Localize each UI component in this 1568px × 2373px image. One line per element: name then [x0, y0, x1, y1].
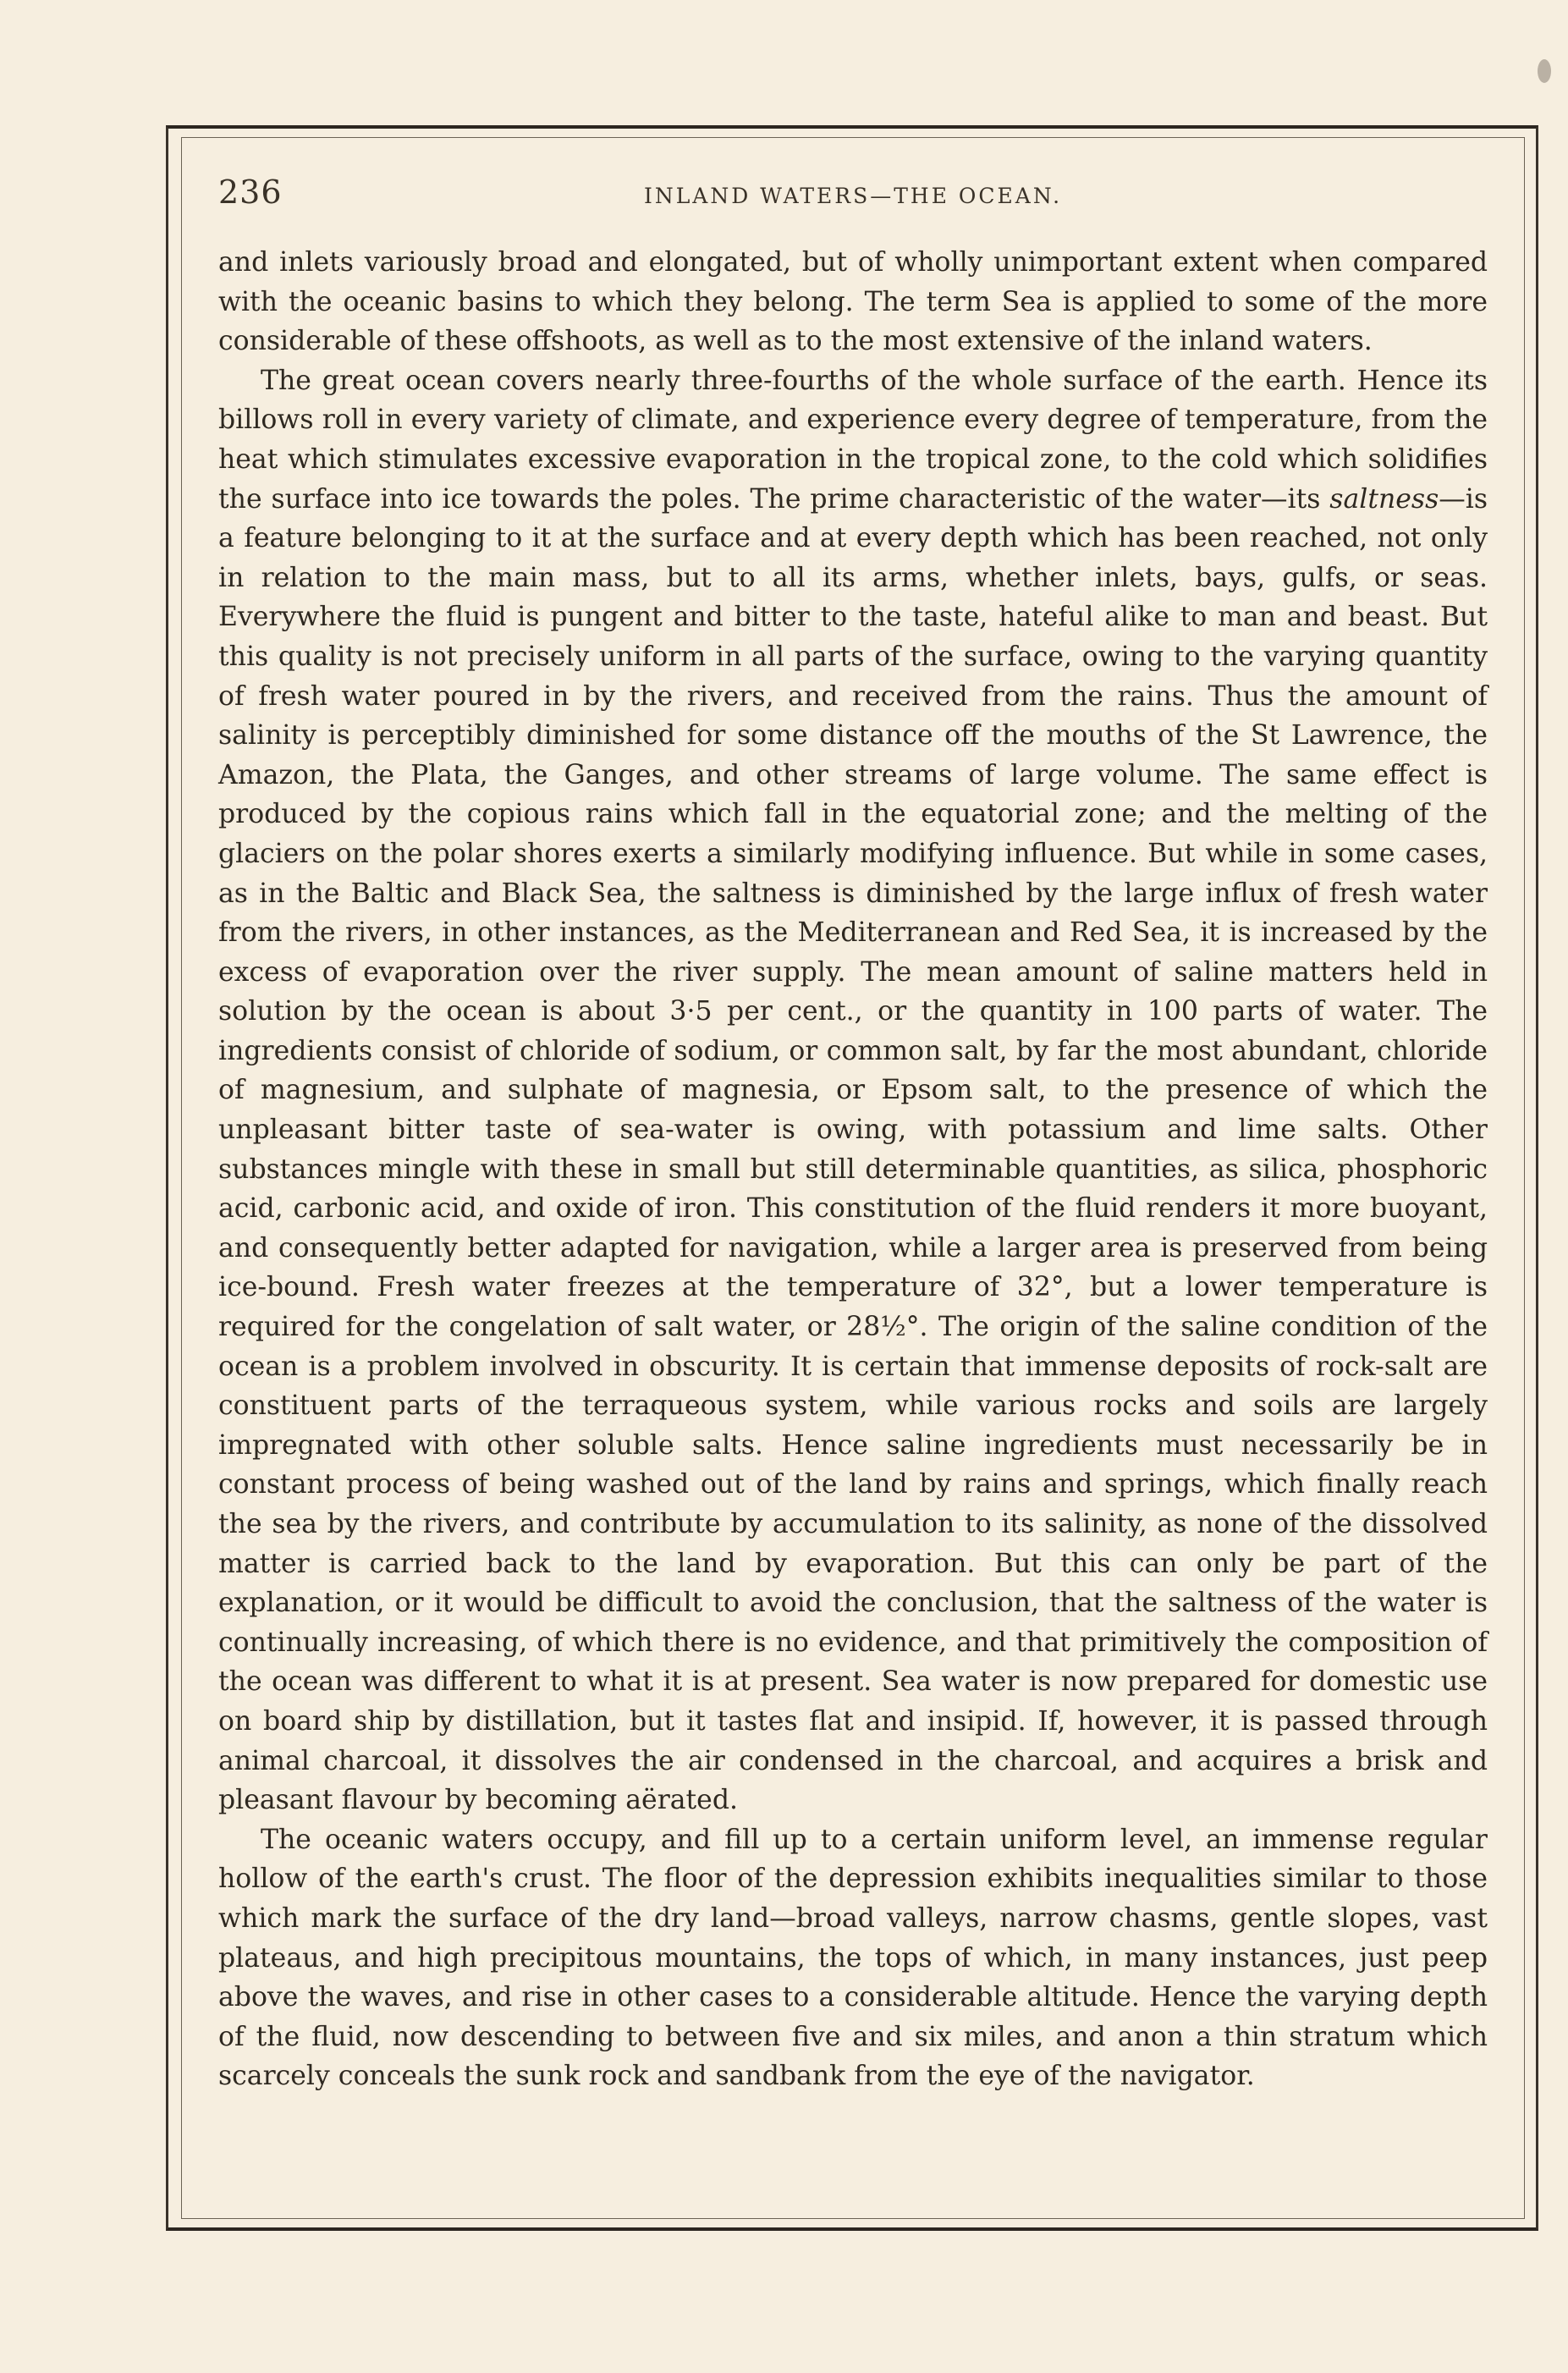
- paragraph-2: [218, 361, 1488, 1820]
- paragraph-2-text-b: —is a feature belonging to it at the surface and at every depth which has been reached, not only in relation to the main mass, but to all its arms, whether inlets, bays, gulfs, or seas. Everywhere the fluid is pungent and bitter to the taste, hateful alike to man and beast. But this quality is not precisely uniform in all parts of the surface, owing to the varying quantity of fresh water poured in by the rivers, and received from the rains. Thus the amount of salinity is perceptibly diminished for some distance off the mouths of the St Lawrence, the Amazon, the Plata, the Ganges, and other streams of large volume. The same effect is produced by the copious rains which fall in the equatorial zone; and the melting of the glaciers on the polar shores exerts a similarly modifying influence. But while in some cases, as in the Baltic and Black Sea, the saltness is diminished by the large influx of fresh water from the rivers, in other instances, as the Mediterranean and Red Sea, it is increased by the excess of evaporation over the river supply. The mean amount of saline matters held in solution by the ocean is about 3·5 per cent., or the quantity in 100 parts of water. The ingredients consist of chloride of sodium, or common salt, by far the most abundant, chloride of magnesium, and sulphate of magnesia, or Epsom salt, to the presence of which the unpleasant bitter taste of sea-water is owing, with potassium and lime salts. Other substances mingle with these in small but still determinable quantities, as silica, phosphoric acid, carbonic acid, and oxide of iron. This constitution of the fluid renders it more buoyant, and consequently better adapted for navigation, while a larger area is preserved from being ice-bound. Fresh water freezes at the temperature of 32°, but a lower temperature is required for the congelation of salt water, or 28½°. The origin of the saline condition of the ocean is a problem involved in obscurity. It is certain that immense deposits of rock-salt are constituent parts of the terraqueous system, while various rocks and soils are largely impregnated with other soluble salts. Hence saline ingredients must necessarily be in constant process of being washed out of the land by rains and springs, which finally reach the sea by the rivers, and contribute by accumulation to its salinity, as none of the dissolved matter is carried back to the land by evaporation. But this can only be part of the explanation, or it would be difficult to avoid the conclusion, that the saltness of the water is continually increasing, of which there is no evidence, and that primitively the composition of the ocean was different to what it is at present. Sea water is now prepared for domestic use on board ship by distillation, but it tastes flat and insipid. If, however, it is passed through animal charcoal, it dissolves the air condensed in the charcoal, and acquires a brisk and pleasant flavour by becoming aërated.: [218, 483, 1488, 1816]
- paragraph-1: and inlets variously broad and elongated, but of wholly unimportant extent when compared with the oceanic basins to which they belong. The term Sea is applied to some of the more considerable of these offshoots, as well as to the most extensive of the inland waters.: [218, 247, 1488, 357]
- page-number: 236: [218, 173, 283, 211]
- paragraph-2-text-a: The great ocean covers nearly three-fourths of the whole surface of the earth. Hence its billows roll in every variety of climate, and experience every degree of temperature, from the heat which stimulates excessive evaporation in the tropical zone, to the cold which solidifies the surface into ice towards the poles. The prime characteristic of the water—its: [218, 365, 1488, 515]
- book-page: [218, 173, 1488, 2096]
- running-title: INLAND WATERS—THE OCEAN.: [643, 184, 1063, 208]
- margin-mark: [1538, 59, 1551, 83]
- paragraph-2-italic: saltness: [1329, 483, 1439, 515]
- paragraph-3: The oceanic waters occupy, and fill up to a certain uniform level, an immense regular hollow of the earth's crust. The floor of the depression exhibits inequalities similar to those which mark the surface of the dry land—broad valleys, narrow chasms, gentle slopes, vast plateaus, and high precipitous mountains, the tops of which, in many instances, just peep above the waves, and rise in other cases to a considerable altitude. Hence the varying depth of the fluid, now descending to between five and six miles, and anon a thin stratum which scarcely conceals the sunk rock and sandbank from the eye of the navigator.: [218, 1824, 1488, 2092]
- running-head: [218, 173, 1488, 224]
